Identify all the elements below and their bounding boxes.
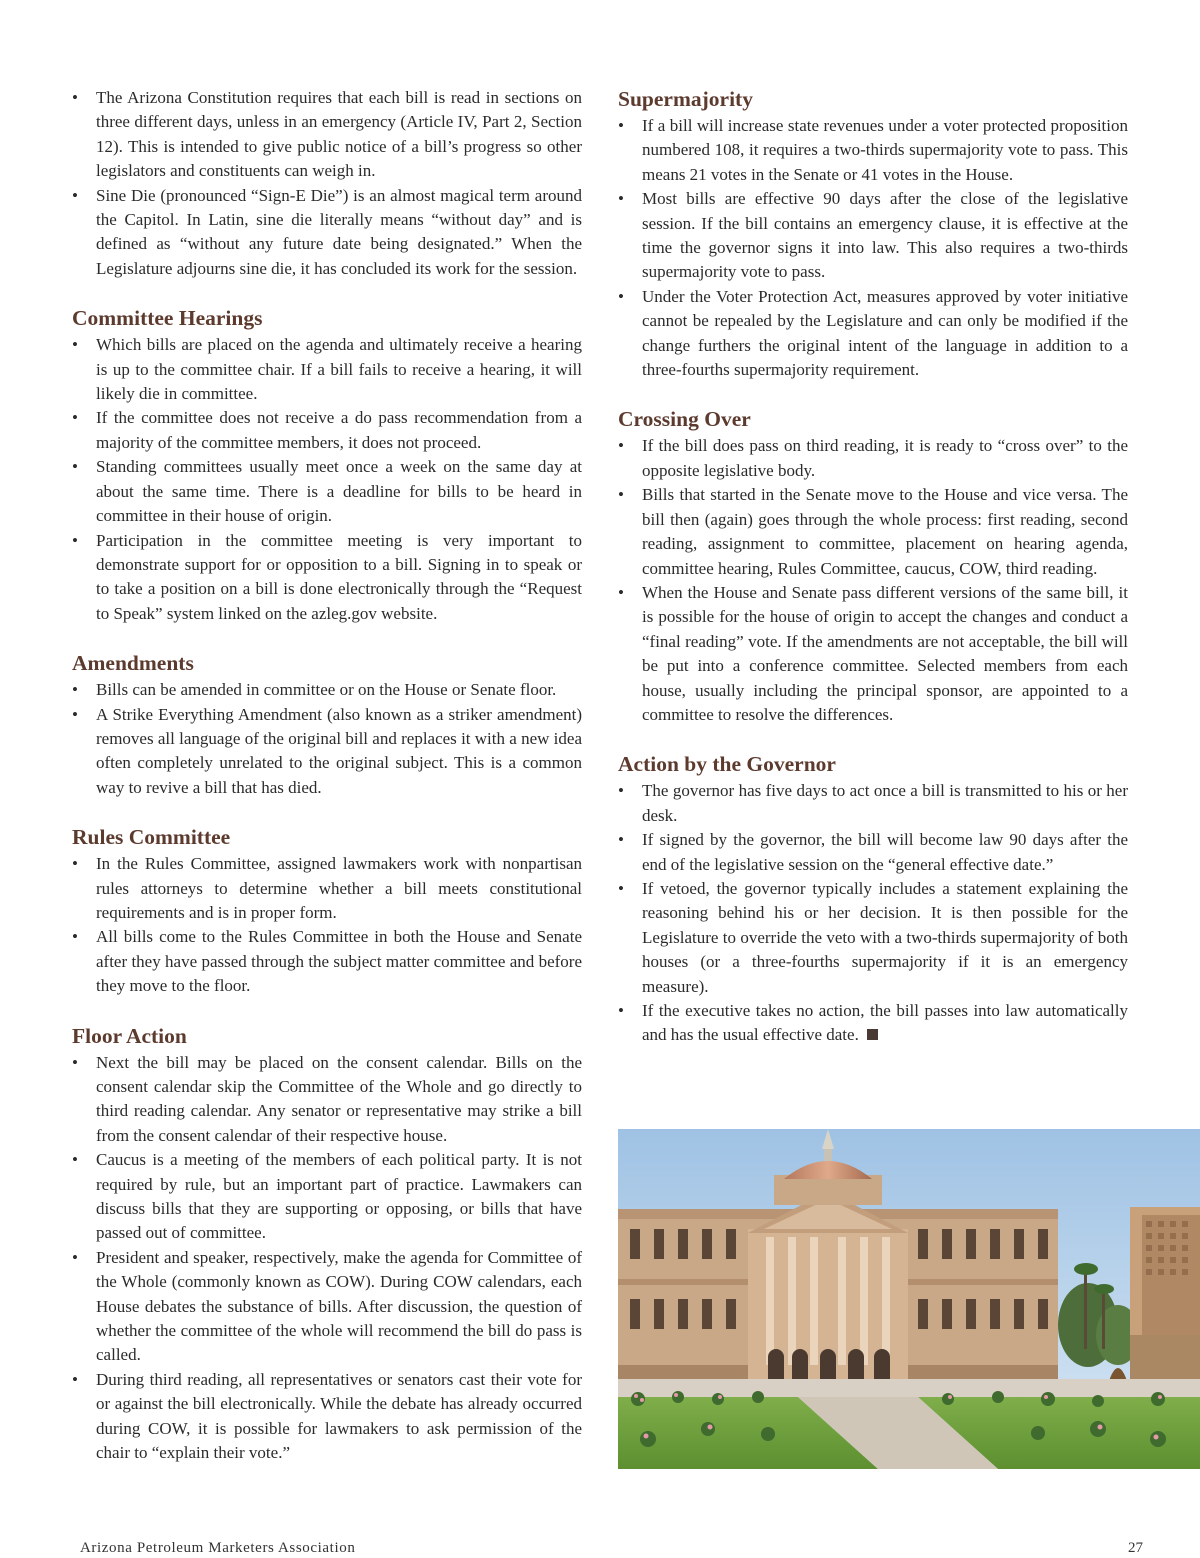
amendments-section: [72, 650, 582, 800]
rules-committee-section: [72, 824, 582, 998]
right-column: [618, 86, 1128, 1072]
crossing-over-list: [618, 434, 1128, 727]
action-by-governor-section: [618, 751, 1128, 1047]
section-heading: Floor Action: [72, 1023, 187, 1048]
list-item: • If signed by the governor, the bill will become law 90 days after the end of the legislative session on the “general effective date.”: [618, 830, 1128, 874]
list-item: • All bills come to the Rules Committee in both the House and Senate after they have passed through the subject matter committee and before they move to the floor.: [72, 927, 582, 996]
list-item: • If the committee does not receive a do pass recommendation from a majority of the committee members, it does not proceed.: [72, 408, 582, 452]
end-of-article-square-icon: [867, 1029, 878, 1040]
floor-action-section: [72, 1023, 582, 1466]
list-item: • In the Rules Committee, assigned lawmakers work with nonpartisan rules attorneys to determine whether a bill meets constitutional requirements and is in proper form.: [72, 854, 582, 922]
floor-action-list: [72, 1051, 582, 1466]
section-heading: Crossing Over: [618, 407, 751, 432]
list-item: • The governor has five days to act once a bill is transmitted to his or her desk.: [618, 781, 1128, 825]
intro-section: [72, 86, 582, 281]
page-number: 27: [1128, 1540, 1143, 1556]
capitol-building-photo: [618, 1129, 1200, 1469]
list-item: • Under the Voter Protection Act, measures approved by voter initiative cannot be repealed by the Legislature and can only be modified if the change furthers the original intent of the language in addition to a three-fourths supermajority requirement.: [618, 286, 1128, 380]
list-item: • Standing committees usually meet once a week on the same day at about the same time. There is a deadline for bills to be heard in committee in their house of origin.: [72, 457, 582, 526]
amendments-list: [72, 678, 582, 800]
section-heading: Action by the Governor: [618, 752, 836, 777]
rules-committee-list: [72, 852, 582, 998]
left-column: [72, 86, 582, 1490]
list-item: • Participation in the committee meeting is very important to demonstrate support for or opposition to a bill. Signing in to speak or to take a position on a bill is done electronically through the “Request to Speak” system linked on the azleg.gov website.: [72, 530, 582, 623]
intro-list: [72, 86, 582, 281]
list-item: • Most bills are effective 90 days after the close of the legislative session. If the bill contains an emergency clause, it is effective at the time the governor signs it into law. This also requires a two-thirds supermajority vote to pass.: [618, 189, 1128, 282]
crossing-over-section: [618, 406, 1128, 727]
section-heading: Supermajority: [618, 87, 753, 111]
list-item: • A Strike Everything Amendment (also known as a striker amendment) removes all language of the original bill and replaces it with a new idea often completely unrelated to the original subject. This is a common way to revive a bill that has died.: [72, 704, 582, 797]
list-item: • Next the bill may be placed on the consent calendar. Bills on the consent calendar skip the Committee of the Whole and go directly to third reading calendar. Any senator or representative may strike a bill from the consent calendar of their respective house.: [72, 1052, 582, 1145]
list-item: • President and speaker, respectively, make the agenda for Committee of the Whole (commonly known as COW). During COW calendars, each House debates the substance of bills. After discussion, the question of whether the committee of the whole will recommend the bill do pass is called.: [72, 1247, 582, 1365]
supermajority-list: [618, 114, 1128, 382]
list-item: • Caucus is a meeting of the members of each political party. It is not required by rule, but an important part of practice. Lawmakers can discuss bills that they are supporting or opposing, or bills that have passed out of committee.: [72, 1150, 582, 1243]
list-item: • Bills that started in the Senate move to the House and vice versa. The bill then (again) goes through the whole process: first reading, second reading, assignment to committee, placement on hearing agenda, committee hearing, Rules Committee, caucus, COW, third reading.: [618, 485, 1128, 578]
section-heading: Committee Hearings: [72, 306, 263, 331]
list-item: • Bills can be amended in committee or on the House or Senate floor.: [72, 680, 557, 700]
list-item: • If a bill will increase state revenues under a voter protected proposition numbered 108, it requires a two-thirds supermajority vote to pass. This means 21 votes in the Senate or 41 votes in the House.: [618, 116, 1128, 184]
list-item: • If the executive takes no action, the bill passes into law automatically and has the usual effective date.: [618, 1001, 1128, 1045]
list-item: • When the House and Senate pass different versions of the same bill, it is possible for the house of origin to accept the changes and conduct a “final reading” vote. If the amendments are not acceptable, the bill will be put into a conference committee. Selected members from each house, usually including the principal sponsor, are appointed to a committee to resolve the differences.: [618, 582, 1128, 724]
list-item: • During third reading, all representatives or senators cast their vote for or against the bill electronically. While the debate has already occurred during COW, it is possible for lawmakers to ask permission of the chair to “explain their vote.”: [72, 1369, 582, 1463]
committee-hearings-section: [72, 305, 582, 626]
list-item: • The Arizona Constitution requires that each bill is read in sections on three different days, unless in an emergency (Article IV, Part 2, Section 12). This is intended to give public notice of a bill’s progress so other legislators and constituents can weigh in.: [72, 88, 582, 181]
action-by-governor-list: [618, 779, 1128, 1047]
supermajority-section: [618, 86, 1128, 382]
committee-hearings-list: [72, 333, 582, 626]
list-item: • Sine Die (pronounced “Sign-E Die”) is an almost magical term around the Capitol. In Latin, sine die literally means “without day” and is defined as “without any future date being designated.” When the Legislature adjourns sine die, it has concluded its work for the session.: [72, 185, 582, 278]
footer-organization: Arizona Petroleum Marketers Association: [80, 1540, 356, 1556]
section-heading: Rules Committee: [72, 825, 231, 850]
list-item: • If vetoed, the governor typically includes a statement explaining the reasoning behind his or her decision. It is then possible for the Legislature to override the veto with a two-thirds supermajority of both houses (or a three-fourths supermajority if it is an emergency measure).: [618, 878, 1128, 996]
section-heading: Amendments: [72, 651, 194, 676]
list-item: • Which bills are placed on the agenda and ultimately receive a hearing is up to the committee chair. If a bill fails to receive a hearing, it will likely die in committee.: [72, 335, 582, 404]
list-item: • If the bill does pass on third reading, it is ready to “cross over” to the opposite legislative body.: [618, 436, 1128, 480]
capitol-building-illustration: [618, 1129, 1200, 1469]
